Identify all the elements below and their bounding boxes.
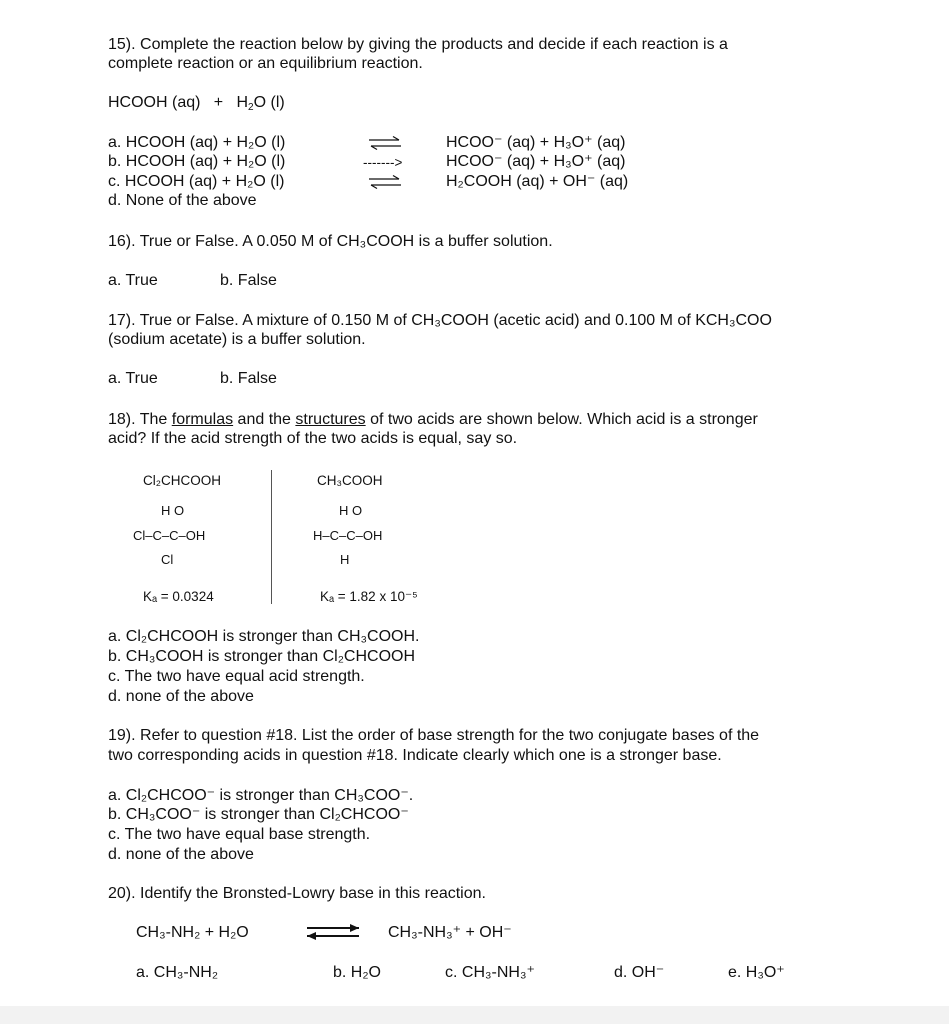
acid-divider — [271, 470, 272, 604]
q15-reactant: HCOOH (aq) — [108, 94, 201, 111]
q19-option-b: b. CH₃COO⁻ is stronger than Cl₂CHCOO⁻ — [108, 806, 409, 823]
acid2-structure-top: H O — [339, 503, 363, 518]
q15-option-a-products: HCOO⁻ (aq) + H₃O⁺ (aq) — [446, 134, 626, 151]
acid1-structure-top: H O — [161, 503, 185, 518]
q15-option-d: d. None of the above — [108, 192, 257, 209]
acid1-structure-main: Cl–C–C–OH — [133, 528, 206, 543]
q18-option-c: c. The two have equal acid strength. — [108, 668, 365, 685]
q20-choice-b: b. H₂O — [333, 964, 381, 981]
q20-choice-d: d. OH⁻ — [614, 964, 665, 981]
acid2-ka: Kₐ = 1.82 x 10⁻⁵ — [320, 589, 418, 604]
acid1-formula: Cl₂CHCOOH — [143, 473, 221, 488]
q20-reactants: CH₃-NH₂ + H₂O — [136, 924, 249, 941]
q15-prompt-line1: 15). Complete the reaction below by giving the products and decide if each reaction is a — [108, 36, 728, 53]
q16-prompt: 16). True or False. A 0.050 M of CH₃COOH is a buffer solution. — [108, 233, 553, 250]
acid2-structure-main: H–C–C–OH — [313, 528, 383, 543]
equilibrium-arrow-icon — [367, 175, 403, 189]
q18-option-b: b. CH₃COOH is stronger than Cl₂CHCOOH — [108, 648, 416, 665]
q15-prompt-line2: complete reaction or an equilibrium reaction. — [108, 55, 423, 72]
q15-reaction — [108, 93, 285, 112]
equilibrium-arrow-icon — [305, 923, 361, 941]
page-bottom-bar — [0, 1006, 949, 1024]
q19-option-a: a. Cl₂CHCOO⁻ is stronger than CH₃COO⁻. — [108, 787, 414, 804]
q15-option-c-products: H₂COOH (aq) + OH⁻ (aq) — [446, 173, 629, 190]
equilibrium-arrow-icon — [367, 136, 403, 150]
q15-water: $H_2O$ (l) — [236, 94, 285, 113]
q19-prompt-line1: 19). Refer to question #18. List the order of base strength for the two conjugate bases of the — [108, 727, 760, 744]
q15-plus: + — [213, 94, 224, 111]
q20-choice-e: e. H₃O⁺ — [728, 964, 785, 981]
q15-option-c-left: c. HCOOH (aq) + H₂O (l) — [108, 173, 285, 190]
q18-prompt-line1: 18). The formulas and the structures of two acids are shown below. Which acid is a stronger — [108, 411, 758, 428]
q20-choice-c: c. CH₃-NH₃⁺ — [445, 964, 535, 981]
q15-option-a-left: a. HCOOH (aq) + H₂O (l) — [108, 134, 286, 151]
q16-choice-a: a. True — [108, 272, 158, 289]
q17-prompt-line2: (sodium acetate) is a buffer solution. — [108, 331, 366, 348]
q17-prompt-line1: 17). True or False. A mixture of 0.150 M of CH₃COOH (acetic acid) and 0.100 M of KCH₃COO — [108, 312, 772, 329]
q18-option-a: a. Cl₂CHCOOH is stronger than CH₃COOH. — [108, 628, 420, 645]
q19-prompt-line2: two corresponding acids in question #18. Indicate clearly which one is a stronger base. — [108, 747, 722, 764]
q17-choice-a: a. True — [108, 370, 158, 387]
q19-option-c: c. The two have equal base strength. — [108, 826, 371, 843]
acid2-formula: CH₃COOH — [317, 473, 383, 488]
q20-products: CH₃-NH₃⁺ + OH⁻ — [388, 924, 512, 941]
q15-option-b-left: b. HCOOH (aq) + H₂O (l) — [108, 153, 286, 170]
q15-option-b-arrow: -------> — [363, 155, 403, 170]
q20-prompt: 20). Identify the Bronsted-Lowry base in this reaction. — [108, 885, 486, 902]
q16-choice-b: b. False — [220, 272, 277, 289]
q15-option-b-products: HCOO⁻ (aq) + H₃O⁺ (aq) — [446, 153, 626, 170]
q17-choice-b: b. False — [220, 370, 277, 387]
acid1-structure-bottom: Cl — [161, 552, 174, 567]
acid2-structure-bottom: H — [340, 552, 350, 567]
q18-option-d: d. none of the above — [108, 688, 254, 705]
q19-option-d: d. none of the above — [108, 846, 254, 863]
q18-prompt-line2: acid? If the acid strength of the two acids is equal, say so. — [108, 430, 518, 447]
q20-choice-a: a. CH₃-NH₂ — [136, 964, 219, 981]
acid1-ka: Kₐ = 0.0324 — [143, 589, 214, 604]
